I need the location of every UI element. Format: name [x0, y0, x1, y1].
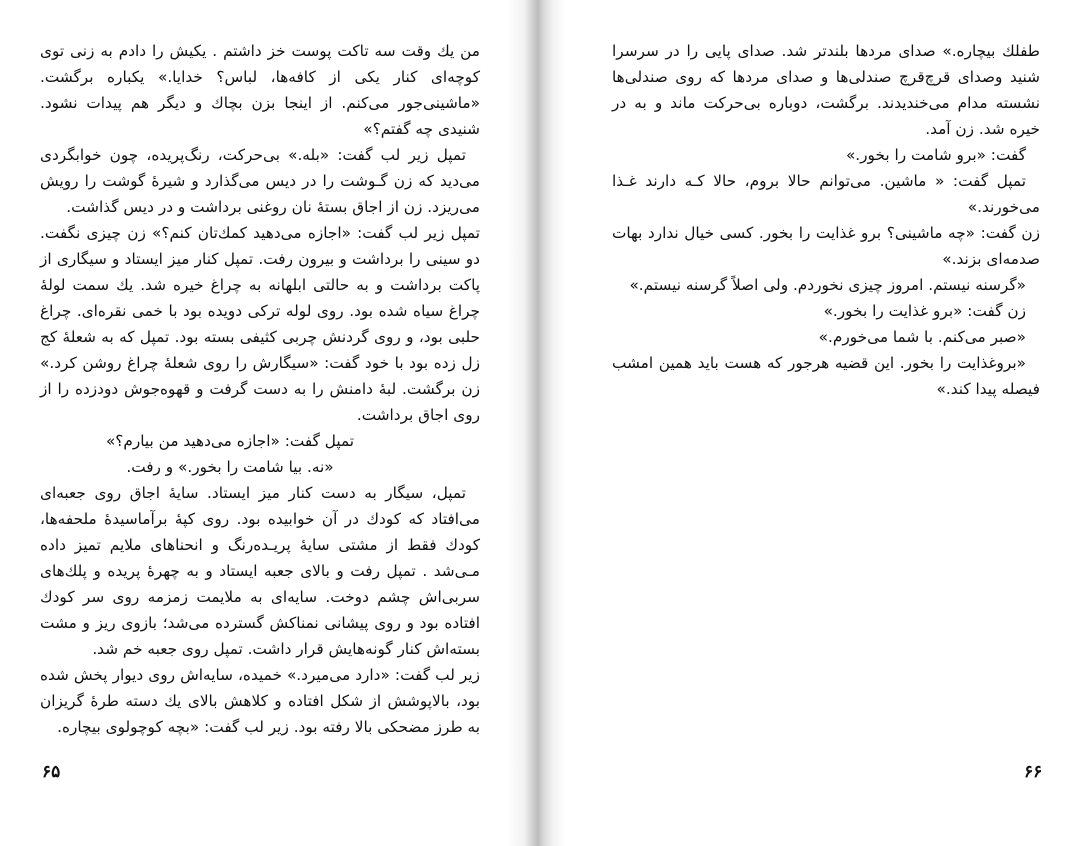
paragraph: زن گفت: «چه ماشينى؟ برو غذايت را بخور. كسى خيال ندارد بهات صدمه‌اى بزند.»: [612, 224, 1040, 268]
book-gutter: [508, 0, 566, 846]
paragraph: تمپل گفت: « ماشين. مى‌توانم حالا بروم، حالا كـه دارند غـذا مى‌خورند.»: [612, 172, 1040, 216]
paragraph: زير لب گفت: «دارد مى‌ميرد.» خميده، سايه‌اش روى ديوار پخش شده بود، بالاپوشش از شكل افتاده و كلاهش بالاى يك دسته طرهٔ گريزان به طرز مضحكى بالا رفته بود. زير لب گفت: «بچه كوچولوى بيچاره.: [40, 666, 480, 736]
right-page: [566, 0, 1088, 846]
right-page-text: [612, 38, 1040, 402]
paragraph: تمپل زير لب گفت: «اجازه مى‌دهيد كمك‌تان كنم؟» زن چيزى نگفت. دو سينى را برداشت و بيرون رفت. تمپل كنار ميز ايستاد و سيگارى از پاكت برداشت و به حالتى ابلهانه به چراغ خيره شد. يك سمت لولهٔ چراغ سياه شده بود. روى لوله ترکى دويده بود با خمى نقره‌اى. چراغ حلبى بود، و روى گردنش چربى كثيفى بسته بود. تمپل كه به شعلهٔ كج زل زده بود با خود گفت: «سيگارش را روى شعلهٔ چراغ روشن كرد.» زن برگشت. لبهٔ دامنش را به دست گرفت و قهوه‌جوش دودزده را از روى اجاق برداشت.: [40, 224, 480, 424]
paragraph: «صبر مى‌كنم. با شما مى‌خورم.»: [818, 328, 1026, 346]
paragraph: «نه. بيا شامت را بخور.» و رفت.: [126, 458, 334, 476]
paragraph: من يك وقت سه تاكت پوست خز داشتم . يكيش را دادم به زنى توى كوچه‌اى كنار يكى از كافه‌ها، لباس؟ خدايا.» يكباره برگشت. «ماشينى‌جور مى‌كنم. از اينجا بزن بچاك و ديگر هم پيدات نشود. شنيدى چه گفتم؟»: [40, 42, 480, 138]
left-page-number: ۶۵: [42, 762, 61, 782]
paragraph: طفلك بيچاره.» صداى مردها بلندتر شد. صداى پايى را در سرسرا شنيد وصداى قرچ‌قرچ صندلى‌ها و صداى مردها كه روى صندلى‌ها نشسته مدام مى‌خنديدند. برگشت، دوباره بى‌حركت ماند و به در خيره شد. زن آمد.: [612, 42, 1040, 138]
paragraph: تمپل، سيگار به دست كنار ميز ايستاد. سايهٔ اجاق روى جعبه‌اى مى‌افتاد كه كودك در آن خوابيده بود. روى كپهٔ برآماسيدهٔ ملحفه‌ها، كودك فقط از مشتى سايهٔ پريـده‌رنگ و انحناهاى ملايم تميز داده مـى‌شد . تمپل رفت و بالاى جعبه ايستاد و به چهرهٔ پريده و پلك‌هاى سربى‌اش چشم دوخت. سايه‌اى به ملايمت زمزمه روى سر كودك افتاده بود و روى پيشانى نمناكش گسترده مى‌شد؛ بازوى ريز و مشت بسته‌اش كنار گونه‌هايش قرار داشت. تمپل روى جعبه خم شد.: [40, 484, 480, 658]
paragraph: «گرسنه نيستم. امروز چيزى نخوردم. ولى اصلاً گرسنه نيستم.»: [629, 276, 1026, 294]
paragraph: زن گفت: «برو غذايت را بخور.»: [823, 302, 1026, 320]
paragraph: تمپل گفت: «اجازه مى‌دهيد من بيارم؟»: [105, 432, 355, 450]
right-page-number: ۶۶: [1024, 762, 1043, 782]
paragraph: «بروغذايت را بخور. اين قضيه هرجور كه هست بايد همين امشب فيصله پيدا كند.»: [612, 354, 1040, 398]
paragraph: گفت: «برو شامت را بخور.»: [845, 146, 1026, 164]
left-page: [0, 0, 508, 846]
left-page-text: [40, 38, 480, 740]
paragraph: تمپل زير لب گفت: «بله.» بى‌حركت، رنگ‌پريده، چون خوابگردى مى‌ديد كه زن گـوشت را در ديس مى‌گذارد و شيرهٔ گوشت را رويش مى‌ريزد. زن از اجاق بستهٔ نان روغنى برداشت و در ديس گذاشت.: [40, 146, 480, 216]
